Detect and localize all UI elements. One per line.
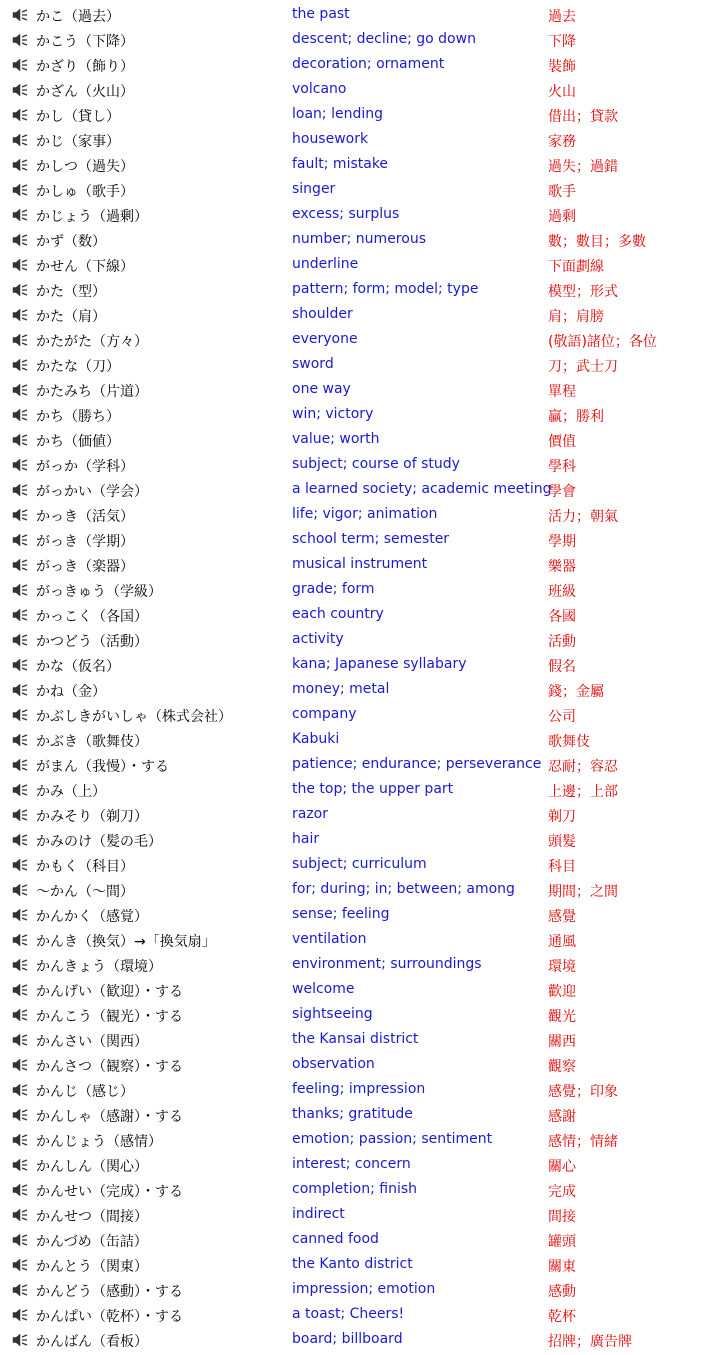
chinese-meaning: 活力；朝氣: [548, 509, 618, 525]
vocabulary-list: [0, 2, 720, 1352]
vocab-row: [0, 27, 720, 52]
english-meaning: completion; finish: [292, 1181, 418, 1197]
chinese-meaning: 公司: [548, 709, 576, 725]
japanese-word: かんばん（看板）: [36, 1334, 148, 1350]
japanese-word: かた（肩）: [36, 309, 106, 325]
english-meaning: board; billboard: [292, 1331, 403, 1347]
speaker-icon[interactable]: [12, 132, 28, 148]
speaker-icon[interactable]: [12, 207, 28, 223]
chinese-meaning: 歌舞伎: [548, 734, 590, 750]
japanese-word: かんげい（歓迎）・する: [36, 984, 183, 1000]
chinese-meaning: 罐頭: [548, 1234, 576, 1250]
chinese-meaning: 觀察: [548, 1059, 576, 1075]
vocab-row: [0, 427, 720, 452]
chinese-meaning: 家務: [548, 134, 576, 150]
english-meaning: interest; concern: [292, 1156, 411, 1172]
english-meaning: singer: [292, 181, 336, 197]
vocab-row: [0, 402, 720, 427]
japanese-word: かんせつ（間接）: [36, 1209, 148, 1225]
chinese-meaning: 火山: [548, 84, 576, 100]
japanese-word: かぶしきがいしゃ（株式会社）: [36, 709, 232, 725]
english-meaning: kana; Japanese syllabary: [292, 656, 467, 672]
chinese-meaning: (敬語)諸位；各位: [548, 334, 657, 350]
vocab-row: [0, 552, 720, 577]
english-meaning: each country: [292, 606, 384, 622]
english-meaning: environment; surroundings: [292, 956, 482, 972]
japanese-word: かち（勝ち）: [36, 409, 120, 425]
speaker-icon[interactable]: [12, 957, 28, 973]
speaker-icon[interactable]: [12, 782, 28, 798]
japanese-word: ～かん（～間）: [36, 884, 134, 900]
vocab-row: [0, 302, 720, 327]
english-meaning: money; metal: [292, 681, 390, 697]
japanese-word: かみそり（剃刀）: [36, 809, 148, 825]
japanese-word: かず（数）: [36, 234, 106, 250]
chinese-meaning: 關西: [548, 1034, 576, 1050]
speaker-icon[interactable]: [12, 407, 28, 423]
english-meaning: welcome: [292, 981, 355, 997]
speaker-icon[interactable]: [12, 32, 28, 48]
english-meaning: a learned society; academic meeting: [292, 481, 552, 497]
english-meaning: win; victory: [292, 406, 374, 422]
english-meaning: pattern; form; model; type: [292, 281, 479, 297]
english-meaning: the Kanto district: [292, 1256, 413, 1272]
english-meaning: shoulder: [292, 306, 353, 322]
japanese-word: かんづめ（缶詰）: [36, 1234, 148, 1250]
vocab-row: [0, 527, 720, 552]
japanese-word: かし（貸し）: [36, 109, 120, 125]
japanese-word: かち（価値）: [36, 434, 120, 450]
speaker-icon[interactable]: [12, 307, 28, 323]
vocab-row: [0, 577, 720, 602]
vocab-row: [0, 752, 720, 777]
chinese-meaning: 錢；金屬: [548, 684, 604, 700]
japanese-word: かんしゃ（感謝）・する: [36, 1109, 183, 1125]
chinese-meaning: 假名: [548, 659, 576, 675]
english-meaning: sword: [292, 356, 334, 372]
japanese-word: かんこう（観光）・する: [36, 1009, 183, 1025]
chinese-meaning: 完成: [548, 1184, 576, 1200]
speaker-icon[interactable]: [12, 857, 28, 873]
speaker-icon[interactable]: [12, 57, 28, 73]
speaker-icon[interactable]: [12, 607, 28, 623]
english-meaning: musical instrument: [292, 556, 428, 572]
vocab-row: [0, 2, 720, 27]
english-meaning: underline: [292, 256, 359, 272]
vocab-row: [0, 1277, 720, 1302]
english-meaning: feeling; impression: [292, 1081, 426, 1097]
chinese-meaning: 歡迎: [548, 984, 576, 1000]
vocab-row: [0, 252, 720, 277]
chinese-meaning: 各國: [548, 609, 576, 625]
chinese-meaning: 關心: [548, 1159, 576, 1175]
japanese-word: かんさつ（観察）・する: [36, 1059, 183, 1075]
english-meaning: for; during; in; between; among: [292, 881, 515, 897]
vocab-row: [0, 127, 720, 152]
vocab-row: [0, 202, 720, 227]
speaker-icon[interactable]: [12, 882, 28, 898]
english-meaning: the Kansai district: [292, 1031, 419, 1047]
vocab-row: [0, 1052, 720, 1077]
english-meaning: hair: [292, 831, 320, 847]
japanese-word: かんきょう（環境）: [36, 959, 162, 975]
vocab-row: [0, 1027, 720, 1052]
english-meaning: patience; endurance; perseverance: [292, 756, 542, 772]
chinese-meaning: 贏；勝利: [548, 409, 604, 425]
chinese-meaning: 通風: [548, 934, 576, 950]
english-meaning: canned food: [292, 1231, 379, 1247]
speaker-icon[interactable]: [12, 7, 28, 23]
chinese-meaning: 上邊；上部: [548, 784, 618, 800]
speaker-icon[interactable]: [12, 632, 28, 648]
chinese-meaning: 間接: [548, 1209, 576, 1225]
chinese-meaning: 招牌；廣告牌: [548, 1334, 632, 1350]
vocab-row: [0, 827, 720, 852]
japanese-word: かんかく（感覚）: [36, 909, 148, 925]
japanese-word: がまん（我慢）・する: [36, 759, 169, 775]
chinese-meaning: 數；數目；多數: [548, 234, 646, 250]
speaker-icon[interactable]: [12, 1107, 28, 1123]
speaker-icon[interactable]: [12, 757, 28, 773]
speaker-icon[interactable]: [12, 657, 28, 673]
japanese-word: かんぱい（乾杯）・する: [36, 1309, 183, 1325]
vocab-row: [0, 852, 720, 877]
vocab-row: [0, 1152, 720, 1177]
english-meaning: fault; mistake: [292, 156, 389, 172]
english-meaning: decoration; ornament: [292, 56, 445, 72]
vocab-row: [0, 1127, 720, 1152]
vocab-row: [0, 677, 720, 702]
chinese-meaning: 模型；形式: [548, 284, 618, 300]
japanese-word: かしゅ（歌手）: [36, 184, 134, 200]
speaker-icon[interactable]: [12, 1007, 28, 1023]
vocab-row: [0, 1327, 720, 1352]
english-meaning: volcano: [292, 81, 347, 97]
vocab-row: [0, 1227, 720, 1252]
vocab-row: [0, 352, 720, 377]
english-meaning: loan; lending: [292, 106, 383, 122]
chinese-meaning: 過失；過錯: [548, 159, 618, 175]
vocab-row: [0, 327, 720, 352]
japanese-word: かもく（科目）: [36, 859, 134, 875]
speaker-icon[interactable]: [12, 1282, 28, 1298]
vocab-row: [0, 877, 720, 902]
vocab-row: [0, 477, 720, 502]
english-meaning: value; worth: [292, 431, 380, 447]
speaker-icon[interactable]: [12, 982, 28, 998]
japanese-word: かんじ（感じ）: [36, 1084, 134, 1100]
english-meaning: life; vigor; animation: [292, 506, 438, 522]
chinese-meaning: 過剩: [548, 209, 576, 225]
english-meaning: the top; the upper part: [292, 781, 454, 797]
chinese-meaning: 學期: [548, 534, 576, 550]
japanese-word: かぶき（歌舞伎）: [36, 734, 148, 750]
vocab-row: [0, 1202, 720, 1227]
japanese-word: かた（型）: [36, 284, 106, 300]
english-meaning: razor: [292, 806, 329, 822]
chinese-meaning: 刀；武士刀: [548, 359, 618, 375]
japanese-word: かんどう（感動）・する: [36, 1284, 183, 1300]
vocab-row: [0, 652, 720, 677]
speaker-icon[interactable]: [12, 532, 28, 548]
english-meaning: descent; decline; go down: [292, 31, 476, 47]
english-meaning: thanks; gratitude: [292, 1106, 413, 1122]
speaker-icon[interactable]: [12, 682, 28, 698]
speaker-icon[interactable]: [12, 1257, 28, 1273]
japanese-word: かんせい（完成）・する: [36, 1184, 183, 1200]
japanese-word: がっか（学科）: [36, 459, 134, 475]
japanese-word: かんしん（関心）: [36, 1159, 148, 1175]
japanese-word: かんさい（関西）: [36, 1034, 148, 1050]
english-meaning: company: [292, 706, 357, 722]
japanese-word: かつどう（活動）: [36, 634, 148, 650]
speaker-icon[interactable]: [12, 807, 28, 823]
japanese-word: かざん（火山）: [36, 84, 134, 100]
speaker-icon[interactable]: [12, 107, 28, 123]
japanese-word: かしつ（過失）: [36, 159, 134, 175]
japanese-word: かっこく（各国）: [36, 609, 148, 625]
chinese-meaning: 單程: [548, 384, 576, 400]
english-meaning: indirect: [292, 1206, 345, 1222]
chinese-meaning: 借出；貸款: [548, 109, 618, 125]
english-meaning: sightseeing: [292, 1006, 373, 1022]
chinese-meaning: 環境: [548, 959, 576, 975]
english-meaning: sense; feeling: [292, 906, 390, 922]
chinese-meaning: 感情；情緒: [548, 1134, 618, 1150]
chinese-meaning: 頭髮: [548, 834, 576, 850]
english-meaning: number; numerous: [292, 231, 426, 247]
vocab-row: [0, 977, 720, 1002]
japanese-word: かせん（下線）: [36, 259, 134, 275]
vocab-row: [0, 902, 720, 927]
english-meaning: subject; curriculum: [292, 856, 427, 872]
japanese-word: がっきゅう（学級）: [36, 584, 162, 600]
vocab-row: [0, 777, 720, 802]
speaker-icon[interactable]: [12, 832, 28, 848]
japanese-word: かじ（家事）: [36, 134, 120, 150]
chinese-meaning: 剃刀: [548, 809, 576, 825]
vocab-row: [0, 452, 720, 477]
vocab-row: [0, 927, 720, 952]
speaker-icon[interactable]: [12, 1057, 28, 1073]
japanese-word: かね（金）: [36, 684, 106, 700]
japanese-word: がっき（学期）: [36, 534, 134, 550]
speaker-icon[interactable]: [12, 1157, 28, 1173]
speaker-icon[interactable]: [12, 382, 28, 398]
vocab-row: [0, 177, 720, 202]
chinese-meaning: 學科: [548, 459, 576, 475]
english-meaning: Kabuki: [292, 731, 340, 747]
chinese-meaning: 下降: [548, 34, 576, 50]
speaker-icon[interactable]: [12, 557, 28, 573]
vocab-row: [0, 502, 720, 527]
chinese-meaning: 肩；肩膀: [548, 309, 604, 325]
vocab-row: [0, 802, 720, 827]
chinese-meaning: 關東: [548, 1259, 576, 1275]
chinese-meaning: 忍耐；容忍: [548, 759, 618, 775]
vocab-row: [0, 627, 720, 652]
chinese-meaning: 過去: [548, 9, 576, 25]
japanese-word: かこ（過去）: [36, 9, 120, 25]
vocab-row: [0, 227, 720, 252]
english-meaning: excess; surplus: [292, 206, 400, 222]
speaker-icon[interactable]: [12, 457, 28, 473]
japanese-word: かこう（下降）: [36, 34, 134, 50]
speaker-icon[interactable]: [12, 432, 28, 448]
vocab-row: [0, 702, 720, 727]
speaker-icon[interactable]: [12, 82, 28, 98]
speaker-icon[interactable]: [12, 1332, 28, 1348]
speaker-icon[interactable]: [12, 1132, 28, 1148]
chinese-meaning: 乾杯: [548, 1309, 576, 1325]
speaker-icon[interactable]: [12, 1082, 28, 1098]
japanese-word: がっかい（学会）: [36, 484, 148, 500]
japanese-word: かんじょう（感情）: [36, 1134, 162, 1150]
chinese-meaning: 感覺: [548, 909, 576, 925]
chinese-meaning: 樂器: [548, 559, 576, 575]
speaker-icon[interactable]: [12, 482, 28, 498]
speaker-icon[interactable]: [12, 332, 28, 348]
chinese-meaning: 裝飾: [548, 59, 576, 75]
chinese-meaning: 價值: [548, 434, 576, 450]
chinese-meaning: 班級: [548, 584, 576, 600]
english-meaning: observation: [292, 1056, 375, 1072]
speaker-icon[interactable]: [12, 1182, 28, 1198]
speaker-icon[interactable]: [12, 157, 28, 173]
chinese-meaning: 觀光: [548, 1009, 576, 1025]
japanese-word: かざり（飾り）: [36, 59, 134, 75]
japanese-word: かじょう（過剰）: [36, 209, 148, 225]
japanese-word: かみのけ（髪の毛）: [36, 834, 162, 850]
speaker-icon[interactable]: [12, 507, 28, 523]
vocab-row: [0, 727, 720, 752]
japanese-word: かたな（刀）: [36, 359, 120, 375]
vocab-row: [0, 52, 720, 77]
speaker-icon[interactable]: [12, 1232, 28, 1248]
english-meaning: ventilation: [292, 931, 367, 947]
english-meaning: a toast; Cheers!: [292, 1306, 405, 1322]
chinese-meaning: 學會: [548, 484, 576, 500]
chinese-meaning: 感覺；印象: [548, 1084, 618, 1100]
english-meaning: activity: [292, 631, 344, 647]
chinese-meaning: 科目: [548, 859, 576, 875]
vocab-row: [0, 277, 720, 302]
japanese-word: かたがた（方々）: [36, 334, 148, 350]
vocab-row: [0, 1077, 720, 1102]
chinese-meaning: 活動: [548, 634, 576, 650]
japanese-word: かたみち（片道）: [36, 384, 148, 400]
speaker-icon[interactable]: [12, 907, 28, 923]
japanese-word: かみ（上）: [36, 784, 106, 800]
japanese-word: かっき（活気）: [36, 509, 134, 525]
vocab-row: [0, 152, 720, 177]
chinese-meaning: 下面劃線: [548, 259, 604, 275]
speaker-icon[interactable]: [12, 257, 28, 273]
english-meaning: impression; emotion: [292, 1281, 436, 1297]
speaker-icon[interactable]: [12, 282, 28, 298]
english-meaning: grade; form: [292, 581, 375, 597]
vocab-row: [0, 77, 720, 102]
chinese-meaning: 感動: [548, 1284, 576, 1300]
vocab-row: [0, 377, 720, 402]
vocab-row: [0, 102, 720, 127]
japanese-word: かんとう（関東）: [36, 1259, 148, 1275]
japanese-word: かんき（換気）→「換気扇」: [36, 934, 216, 950]
speaker-icon[interactable]: [12, 732, 28, 748]
vocab-row: [0, 1102, 720, 1127]
speaker-icon[interactable]: [12, 932, 28, 948]
speaker-icon[interactable]: [12, 582, 28, 598]
vocab-row: [0, 1302, 720, 1327]
speaker-icon[interactable]: [12, 1307, 28, 1323]
vocab-row: [0, 1177, 720, 1202]
english-meaning: school term; semester: [292, 531, 450, 547]
english-meaning: emotion; passion; sentiment: [292, 1131, 493, 1147]
chinese-meaning: 歌手: [548, 184, 576, 200]
vocab-row: [0, 1252, 720, 1277]
english-meaning: one way: [292, 381, 351, 397]
japanese-word: がっき（楽器）: [36, 559, 134, 575]
english-meaning: housework: [292, 131, 369, 147]
vocab-row: [0, 1002, 720, 1027]
speaker-icon[interactable]: [12, 357, 28, 373]
english-meaning: subject; course of study: [292, 456, 460, 472]
speaker-icon[interactable]: [12, 1207, 28, 1223]
speaker-icon[interactable]: [12, 707, 28, 723]
chinese-meaning: 感謝: [548, 1109, 576, 1125]
speaker-icon[interactable]: [12, 1032, 28, 1048]
chinese-meaning: 期間；之間: [548, 884, 618, 900]
vocab-row: [0, 602, 720, 627]
speaker-icon[interactable]: [12, 232, 28, 248]
japanese-word: かな（仮名）: [36, 659, 120, 675]
english-meaning: everyone: [292, 331, 358, 347]
english-meaning: the past: [292, 6, 350, 22]
vocab-row: [0, 952, 720, 977]
speaker-icon[interactable]: [12, 182, 28, 198]
